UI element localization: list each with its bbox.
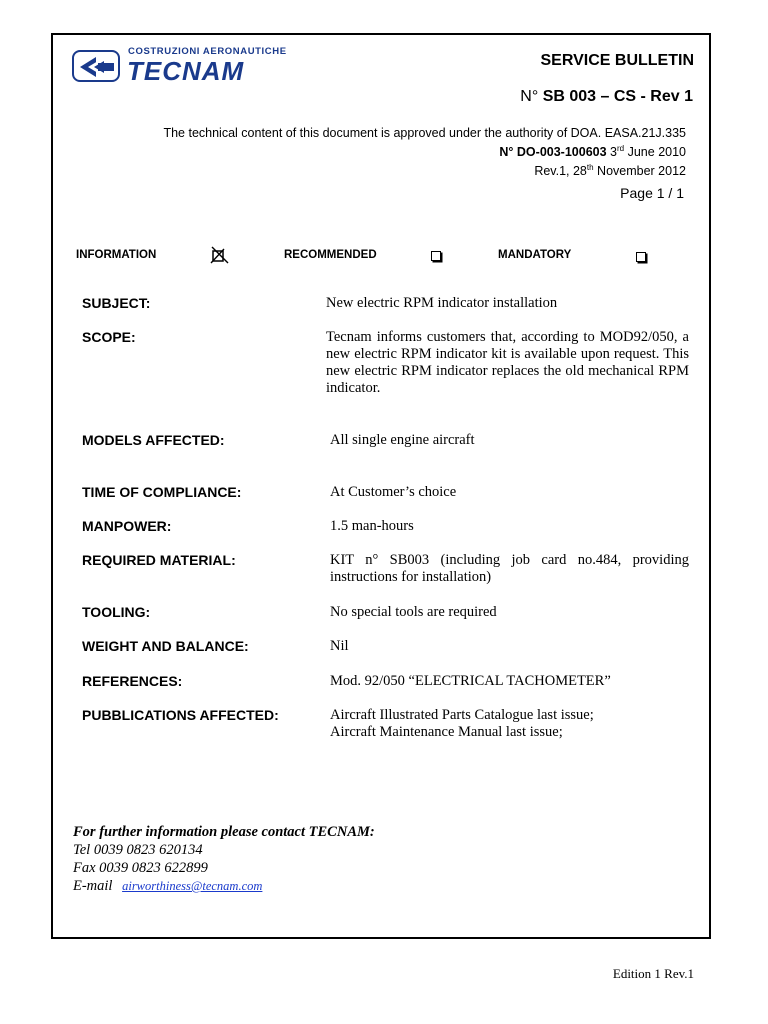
compliance-value: At Customer’s choice — [330, 484, 457, 500]
material-label: REQUIRED MATERIAL: — [82, 552, 236, 568]
manpower-label: MANPOWER: — [82, 518, 172, 534]
contact-heading: For further information please contact TECNAM: — [73, 824, 375, 840]
models-label: MODELS AFFECTED: — [82, 432, 225, 448]
revision-date: Rev.1, 28th November 2012 — [534, 163, 686, 179]
subject-label: SUBJECT: — [82, 295, 151, 311]
tooling-value: No special tools are required — [330, 604, 497, 620]
references-value: Mod. 92/050 “ELECTRICAL TACHOMETER” — [330, 673, 611, 689]
tooling-label: TOOLING: — [82, 604, 151, 620]
edition-footer: Edition 1 Rev.1 — [612, 966, 694, 981]
publications-label: PUBBLICATIONS AFFECTED: — [82, 707, 279, 723]
number-value: SB 003 – CS - Rev 1 — [542, 88, 693, 105]
material-value: KIT n° SB003 (including job card no.484, providing instructions for installation) — [330, 552, 689, 585]
weight-value: Nil — [330, 638, 349, 654]
publications-value: Aircraft Illustrated Parts Catalogue last issue; Aircraft Maintenance Manual last issue; — [330, 707, 594, 740]
scope-label: SCOPE: — [82, 329, 136, 345]
logo-subtitle: COSTRUZIONI AERONAUTICHE — [128, 46, 287, 57]
doa-number: N° DO-003-100603 — [499, 145, 607, 160]
weight-label: WEIGHT AND BALANCE: — [82, 638, 249, 654]
tecnam-logo — [72, 46, 287, 86]
contact-tel: Tel 0039 0823 620134 — [73, 842, 203, 858]
subject-value: New electric RPM indicator installation — [326, 295, 558, 311]
unchecked-box-icon — [431, 251, 441, 261]
contact-block — [73, 823, 375, 895]
authority-statement: The technical content of this document is approved under the authority of DOA. EASA.21J.335 — [163, 126, 686, 140]
bulletin-number — [520, 88, 693, 106]
logo-wordmark: TECNAM — [127, 56, 245, 86]
email-label: E-mail — [73, 878, 113, 894]
authority-block — [163, 125, 686, 179]
number-prefix: N° — [520, 88, 539, 105]
compliance-label: TIME OF COMPLIANCE: — [82, 484, 242, 500]
manpower-value: 1.5 man-hours — [330, 518, 414, 534]
checked-box-icon — [208, 245, 230, 265]
category-recommended-label: RECOMMENDED — [284, 249, 377, 261]
scope-value: Tecnam informs customers that, according to MOD92/050, a new electric RPM indicator kit is available upon request. This new electric RPM indicator replaces the old mechanical RPM indicator. — [326, 329, 689, 396]
page-number: Page 1 / 1 — [620, 185, 684, 201]
tecnam-logo-icon — [72, 50, 120, 82]
models-value: All single engine aircraft — [330, 432, 475, 448]
references-label: REFERENCES: — [82, 673, 183, 689]
category-information-label: INFORMATION — [76, 249, 157, 261]
category-mandatory-label: MANDATORY — [498, 249, 572, 261]
unchecked-box-icon — [636, 252, 646, 262]
contact-email-row — [73, 877, 375, 895]
contact-fax: Fax 0039 0823 622899 — [73, 860, 208, 876]
email-link[interactable]: airworthiness@tecnam.com — [122, 879, 263, 893]
doa-reference: N° DO-003-100603 3rd June 2010 — [499, 144, 686, 160]
bulletin-title: SERVICE BULLETIN — [540, 52, 694, 69]
